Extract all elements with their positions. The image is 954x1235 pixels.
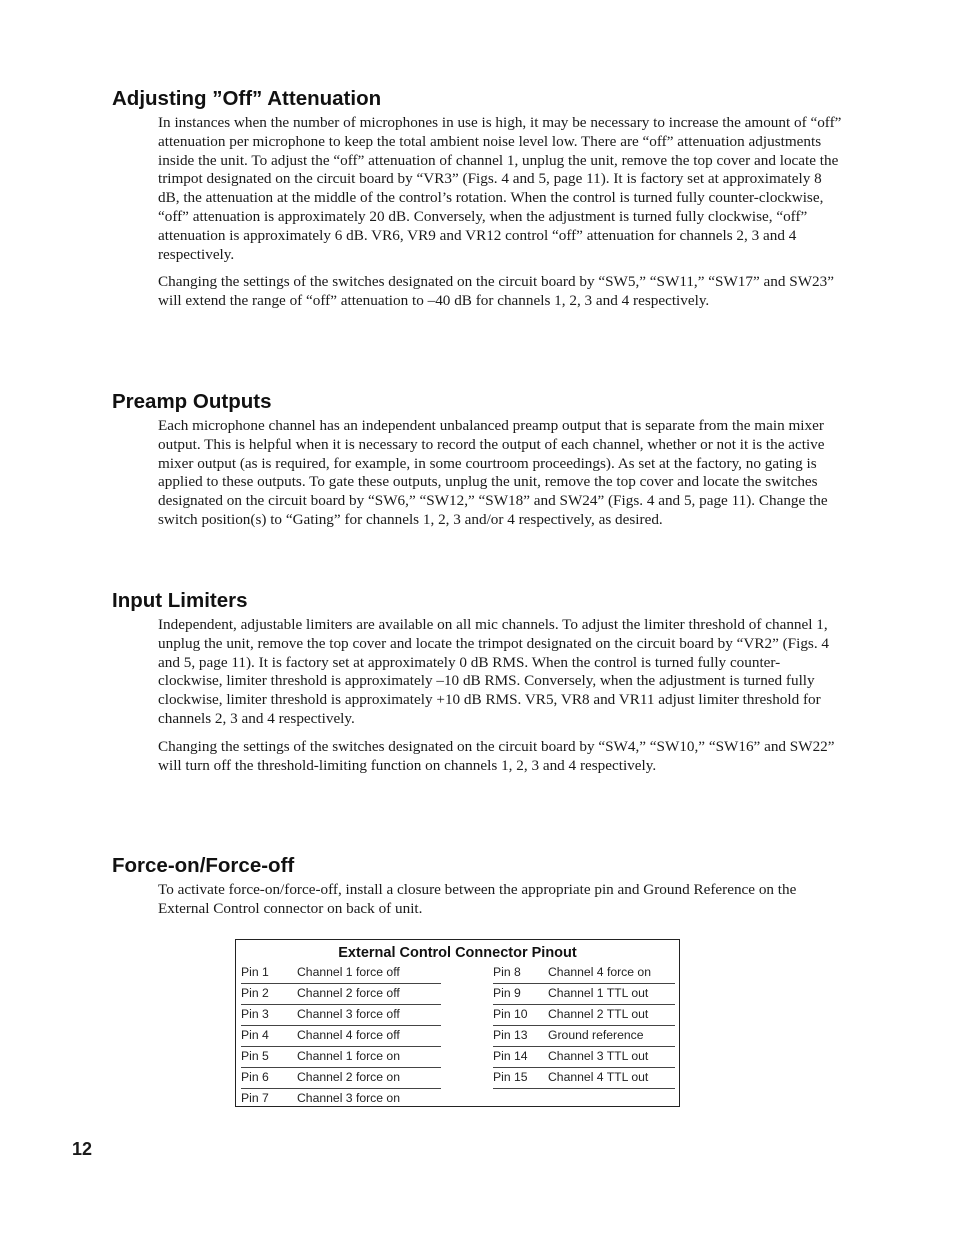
pin-number: Pin 14 [493,1049,528,1063]
pin-function: Ground reference [548,1028,644,1042]
section-preamp-outputs [112,389,852,530]
table-row [241,1005,441,1026]
pin-function: Channel 3 force on [297,1091,400,1105]
pin-function: Channel 4 TTL out [548,1070,649,1084]
paragraph: In instances when the number of microphones in use is high, it may be necessary to increase the amount of “off” attenuation per microphone to keep the total ambient noise level low. There are “off” attenuation adjustments inside the unit. To adjust the “off” attenuation of channel 1, unplug the unit, remove the top cover and locate the trimpot designated on the circuit board by “VR3” (Figs. 4 and 5, page 11). It is factory set at approximately 8 dB, the attenuation at the middle of the control’s rotation. When the control is turned fully counter-clockwise, “off” attenuation is approximately 20 dB. Conversely, when the adjustment is turned fully clockwise, “off” attenuation is approximately 6 dB. VR6, VR9 and VR12 control “off” attenuation for channels 2, 3 and 4 respectively. [158,114,842,263]
pin-number: Pin 1 [241,965,269,979]
pin-function: Channel 3 force off [297,1007,400,1021]
pinout-table-title: External Control Connector Pinout [338,945,577,961]
pin-number: Pin 8 [493,965,521,979]
pin-function: Channel 2 TTL out [548,1007,649,1021]
table-row [241,1047,441,1068]
paragraph: Each microphone channel has an independent unbalanced preamp output that is separate from the main mixer output. This is helpful when it is necessary to record the output of each channel, whether or not it is the active mixer output (as is required, for example, in some courtroom proceedings). As set at the factory, no gating is applied to these outputs. To gate these outputs, unplug the unit, remove the top cover and locate the switches designated on the circuit board by “SW6,” “SW12,” “SW18” and SW24” (Figs. 4 and 5, page 11). Change the switch position(s) to “Gating” for channels 1, 2, 3 and/or 4 respectively, as desired. [158,417,828,528]
section-heading: Preamp Outputs [112,390,272,413]
pin-number: Pin 4 [241,1028,269,1042]
paragraph: To activate force-on/force-off, install a closure between the appropriate pin and Ground Reference on the External Control connector on back of unit. [158,881,797,917]
paragraph: Changing the settings of the switches designated on the circuit board by “SW5,” “SW11,” “SW17” and SW23” will extend the range of “off” attenuation to –40 dB for channels 1, 2, 3 and 4 respectively. [158,273,834,310]
pin-number: Pin 13 [493,1028,528,1042]
table-row [493,1068,675,1089]
pin-number: Pin 3 [241,1007,269,1021]
pinout-left-column [241,963,441,1110]
table-row [241,1068,441,1089]
pin-number: Pin 10 [493,1007,528,1021]
table-row [241,1089,441,1110]
pin-number: Pin 6 [241,1070,269,1084]
pin-function: Channel 4 force on [548,965,651,979]
table-row [493,1026,675,1047]
pin-function: Channel 1 force off [297,965,400,979]
pin-number: Pin 7 [241,1091,269,1105]
pin-number: Pin 5 [241,1049,269,1063]
table-row [493,984,675,1005]
table-row [241,984,441,1005]
pinout-right-column [493,963,675,1089]
table-row [493,963,675,984]
pin-function: Channel 1 TTL out [548,986,649,1000]
pinout-table [235,939,680,1107]
section-heading: Adjusting ”Off” Attenuation [112,87,382,110]
page-number: 12 [72,1139,93,1159]
section-off-attenuation [112,86,852,311]
paragraph: Changing the settings of the switches designated on the circuit board by “SW4,” “SW10,” “SW16” and SW22” will turn off the threshold-limiting function on channels 1, 2, 3 and 4 respectively. [158,737,835,774]
pin-function: Channel 1 force on [297,1049,400,1063]
table-row [241,1026,441,1047]
paragraph: Independent, adjustable limiters are available on all mic channels. To adjust the limiter threshold of channel 1, unplug the unit, remove the top cover and locate the trimpot designated on the circuit board by “VR2” (Figs. 4 and 5, page 11). It is factory set at approximately 0 dB RMS. When the control is turned fully counter-clockwise, limiter threshold is approximately –10 dB RMS. Conversely, when the adjustment is turned fully clockwise, limiter threshold is approximately +10 dB RMS. VR5, VR8 and VR11 adjust limiter threshold for channels 2, 3 and 4 respectively. [158,616,830,727]
section-heading: Input Limiters [112,589,248,612]
pin-function: Channel 2 force on [297,1070,400,1084]
pin-number: Pin 2 [241,986,269,1000]
pin-function: Channel 3 TTL out [548,1049,649,1063]
pin-number: Pin 15 [493,1070,528,1084]
pin-function: Channel 4 force off [297,1028,400,1042]
table-row [493,1047,675,1068]
table-row [493,1005,675,1026]
section-force-on-off [112,853,852,919]
table-row [241,963,441,984]
section-input-limiters [112,588,852,775]
pin-number: Pin 9 [493,986,521,1000]
section-heading: Force-on/Force-off [112,854,295,877]
pin-function: Channel 2 force off [297,986,400,1000]
